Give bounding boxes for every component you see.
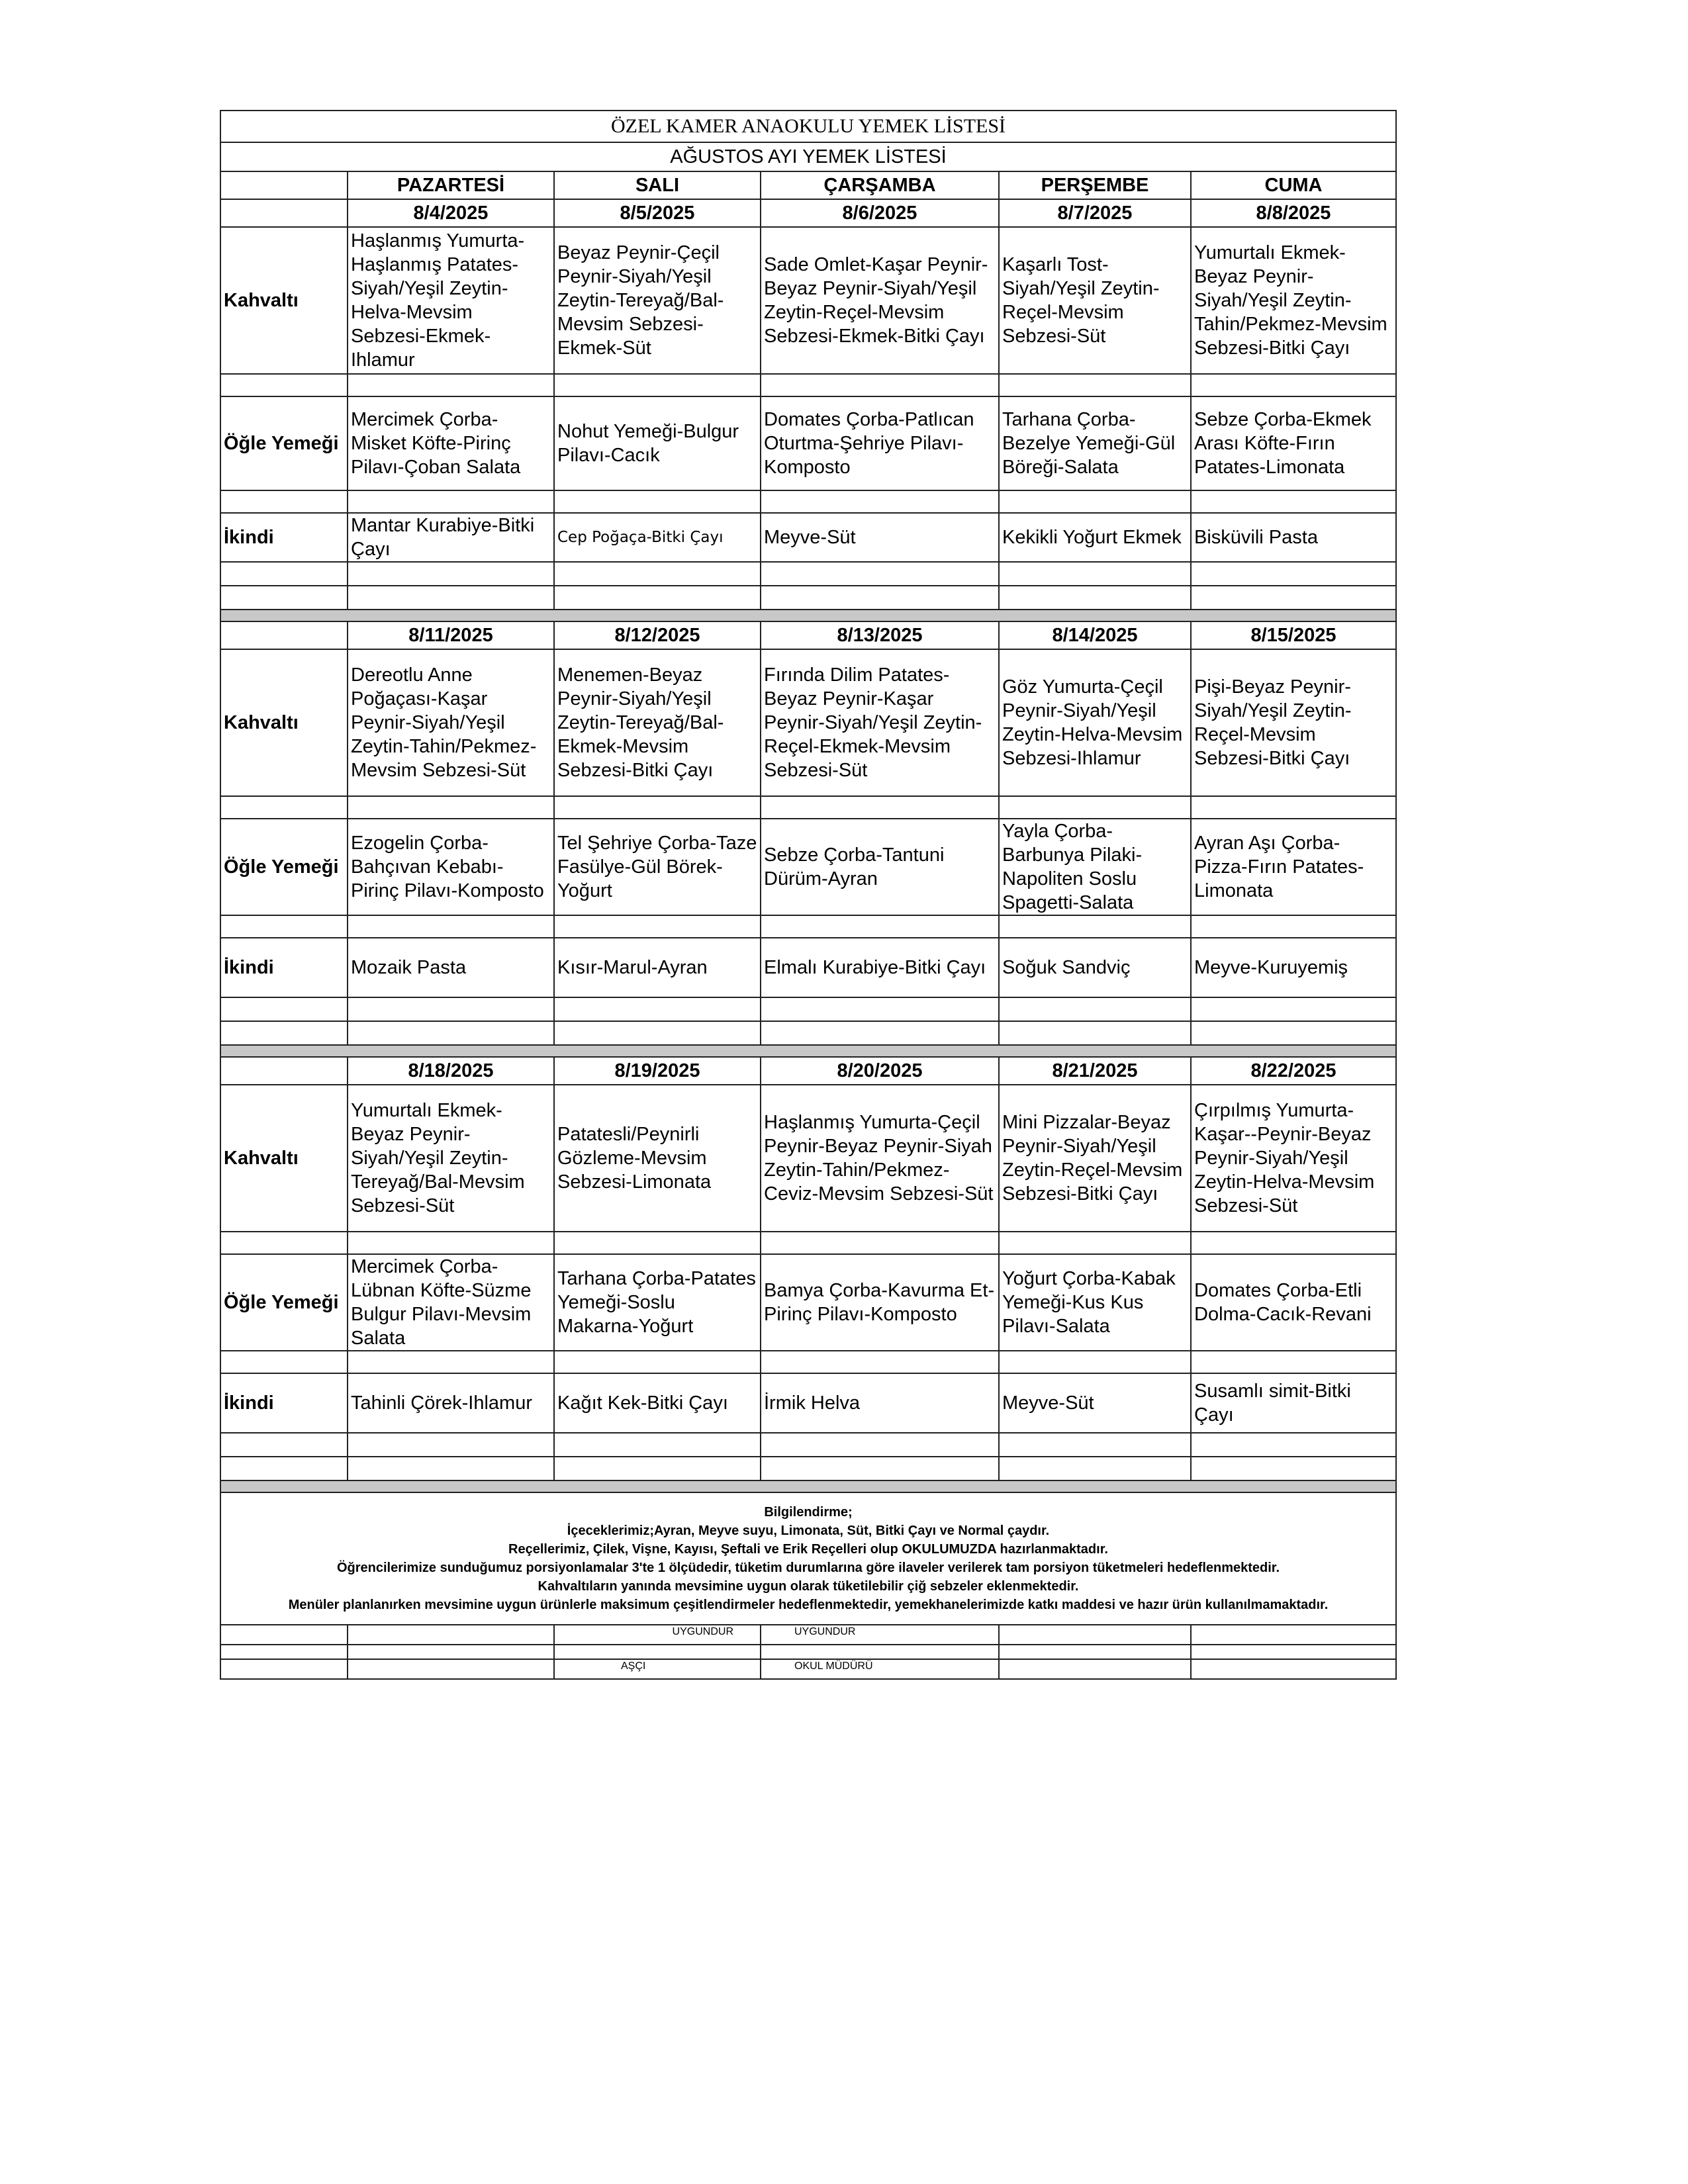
empty-cell — [554, 562, 761, 586]
empty-cell — [1191, 1645, 1396, 1659]
signature-label-row — [220, 1659, 1396, 1679]
empty-cell — [220, 997, 348, 1021]
empty-cell — [999, 374, 1191, 396]
empty-row — [220, 915, 1396, 938]
empty-cell — [348, 374, 554, 396]
empty-cell — [348, 796, 554, 819]
day-header: PAZARTESİ — [348, 171, 554, 199]
approval-principal: UYGUNDUR — [761, 1625, 999, 1645]
snack-row — [220, 938, 1396, 997]
page-title: ÖZEL KAMER ANAOKULU YEMEK LİSTESİ — [220, 111, 1396, 142]
empty-cell — [761, 1645, 999, 1659]
empty-cell — [999, 490, 1191, 513]
date-cell: 8/21/2025 — [999, 1057, 1191, 1085]
meal-label-breakfast: Kahvaltı — [220, 1085, 348, 1232]
empty-cell — [348, 1351, 554, 1373]
empty-cell — [999, 1659, 1191, 1679]
empty-cell — [1191, 1351, 1396, 1373]
date-cell: 8/19/2025 — [554, 1057, 761, 1085]
empty-cell — [1191, 997, 1396, 1021]
meal-label-lunch: Öğle Yemeği — [220, 819, 348, 915]
corner-cell — [220, 171, 348, 199]
empty-cell — [220, 1645, 348, 1659]
snack-cell: Susamlı simit-Bitki Çayı — [1191, 1373, 1396, 1433]
menu-sheet — [220, 110, 1397, 1680]
empty-cell — [554, 586, 761, 610]
empty-cell — [220, 1457, 348, 1480]
empty-cell — [220, 1021, 348, 1045]
empty-cell — [554, 1021, 761, 1045]
note-line: Öğrencilerimize sunduğumuz porsiyonlamalar 3'te 1 ölçüdedir, tüketim durumlarına göre ilaveler verilerek tam porsiyon tüketmeleri hedeflenmektedir. — [336, 1561, 1280, 1575]
empty-cell — [761, 1021, 999, 1045]
meal-label-lunch: Öğle Yemeği — [220, 396, 348, 490]
empty-cell — [348, 490, 554, 513]
snack-cell: Bisküvili Pasta — [1191, 513, 1396, 562]
lunch-cell: Bamya Çorba-Kavurma Et-Pirinç Pilavı-Komposto — [761, 1254, 999, 1351]
empty-cell — [220, 1625, 348, 1645]
lunch-cell: Mercimek Çorba-Lübnan Köfte-Süzme Bulgur Pilavı-Mevsim Salata — [348, 1254, 554, 1351]
empty-cell — [999, 1351, 1191, 1373]
principal-label: OKUL MÜDÜRÜ — [761, 1659, 999, 1679]
empty-cell — [999, 1433, 1191, 1457]
breakfast-cell: Mini Pizzalar-Beyaz Peynir-Siyah/Yeşil Zeytin-Reçel-Mevsim Sebzesi-Bitki Çayı — [999, 1085, 1191, 1232]
snack-cell: Mozaik Pasta — [348, 938, 554, 997]
date-row-label — [220, 199, 348, 227]
empty-cell — [761, 1433, 999, 1457]
separator-cell — [220, 1480, 1396, 1492]
note-line: Reçellerimiz, Çilek, Vişne, Kayısı, Şeftali ve Erik Reçelleri olup OKULUMUZDA hazırlanmaktadır. — [508, 1542, 1108, 1557]
empty-row — [220, 1457, 1396, 1480]
empty-cell — [1191, 915, 1396, 938]
lunch-cell: Ayran Aşı Çorba-Pizza-Fırın Patates-Limonata — [1191, 819, 1396, 915]
empty-cell — [348, 1021, 554, 1045]
empty-cell — [999, 915, 1191, 938]
empty-cell — [220, 562, 348, 586]
empty-row — [220, 562, 1396, 586]
empty-cell — [999, 562, 1191, 586]
empty-row — [220, 1021, 1396, 1045]
date-row-label — [220, 621, 348, 649]
date-cell: 8/7/2025 — [999, 199, 1191, 227]
empty-cell — [999, 796, 1191, 819]
empty-cell — [999, 1645, 1191, 1659]
meal-label-snack: İkindi — [220, 938, 348, 997]
breakfast-cell: Yumurtalı Ekmek-Beyaz Peynir-Siyah/Yeşil Zeytin-Tahin/Pekmez-Mevsim Sebzesi-Bitki Çayı — [1191, 227, 1396, 374]
empty-cell — [761, 586, 999, 610]
empty-row — [220, 796, 1396, 819]
empty-cell — [554, 490, 761, 513]
week-separator — [220, 1045, 1396, 1057]
date-cell: 8/14/2025 — [999, 621, 1191, 649]
separator-cell — [220, 610, 1396, 621]
empty-cell — [1191, 1457, 1396, 1480]
date-cell: 8/4/2025 — [348, 199, 554, 227]
empty-cell — [999, 997, 1191, 1021]
day-header: PERŞEMBE — [999, 171, 1191, 199]
empty-cell — [554, 1351, 761, 1373]
empty-cell — [761, 997, 999, 1021]
date-row — [220, 1057, 1396, 1085]
snack-row — [220, 1373, 1396, 1433]
breakfast-cell: Göz Yumurta-Çeçil Peynir-Siyah/Yeşil Zeytin-Helva-Mevsim Sebzesi-Ihlamur — [999, 649, 1191, 796]
separator-cell — [220, 1045, 1396, 1057]
empty-cell — [348, 562, 554, 586]
week-separator — [220, 1480, 1396, 1492]
empty-cell — [554, 374, 761, 396]
breakfast-row — [220, 1085, 1396, 1232]
snack-cell: Meyve-Süt — [999, 1373, 1191, 1433]
empty-cell — [220, 490, 348, 513]
empty-cell — [220, 374, 348, 396]
breakfast-cell: Patatesli/Peynirli Gözleme-Mevsim Sebzesi-Limonata — [554, 1085, 761, 1232]
breakfast-cell: Haşlanmış Yumurta-Çeçil Peynir-Beyaz Peynir-Siyah Zeytin-Tahin/Pekmez-Ceviz-Mevsim Sebzesi-Süt — [761, 1085, 999, 1232]
empty-cell — [348, 586, 554, 610]
notes-heading: Bilgilendirme; — [764, 1505, 853, 1520]
empty-cell — [1191, 796, 1396, 819]
snack-cell: Cep Poğaça-Bitki Çayı — [554, 513, 761, 562]
empty-row — [220, 1645, 1396, 1659]
breakfast-row — [220, 227, 1396, 374]
notes-block — [220, 1492, 1396, 1625]
breakfast-cell: Dereotlu Anne Poğaçası-Kaşar Peynir-Siyah/Yeşil Zeytin-Tahin/Pekmez-Mevsim Sebzesi-Süt — [348, 649, 554, 796]
empty-cell — [999, 1232, 1191, 1254]
empty-cell — [999, 586, 1191, 610]
empty-cell — [999, 1625, 1191, 1645]
empty-cell — [1191, 562, 1396, 586]
date-row — [220, 199, 1396, 227]
lunch-cell: Nohut Yemeği-Bulgur Pilavı-Cacık — [554, 396, 761, 490]
breakfast-cell: Menemen-Beyaz Peynir-Siyah/Yeşil Zeytin-Tereyağ/Bal-Ekmek-Mevsim Sebzesi-Bitki Çayı — [554, 649, 761, 796]
breakfast-cell: Beyaz Peynir-Çeçil Peynir-Siyah/Yeşil Zeytin-Tereyağ/Bal-Mevsim Sebzesi-Ekmek-Süt — [554, 227, 761, 374]
empty-cell — [1191, 586, 1396, 610]
lunch-cell: Domates Çorba-Etli Dolma-Cacık-Revani — [1191, 1254, 1396, 1351]
note-line: Menüler planlanırken mevsimine uygun ürünlerle maksimum çeşitlendirmeler hedeflenmektedir, yemekhanelerimizde katkı maddesi ve hazır ürün kullanılmamaktadır. — [288, 1598, 1329, 1612]
empty-cell — [348, 1645, 554, 1659]
empty-cell — [761, 1457, 999, 1480]
empty-cell — [348, 1625, 554, 1645]
breakfast-cell: Fırında Dilim Patates-Beyaz Peynir-Kaşar Peynir-Siyah/Yeşil Zeytin-Reçel-Ekmek-Mevsim Sebzesi-Süt — [761, 649, 999, 796]
meal-label-snack: İkindi — [220, 1373, 348, 1433]
note-line: Kahvaltıların yanında mevsimine uygun olarak tüketilebilir çiğ sebzeler eklenmektedir. — [538, 1579, 1079, 1594]
lunch-cell: Domates Çorba-Patlıcan Oturtma-Şehriye Pilavı-Komposto — [761, 396, 999, 490]
empty-cell — [1191, 1625, 1396, 1645]
date-cell: 8/11/2025 — [348, 621, 554, 649]
lunch-cell: Tel Şehriye Çorba-Taze Fasülye-Gül Börek-Yoğurt — [554, 819, 761, 915]
snack-cell: Kekikli Yoğurt Ekmek — [999, 513, 1191, 562]
empty-cell — [554, 1232, 761, 1254]
snack-cell: İrmik Helva — [761, 1373, 999, 1433]
empty-row — [220, 586, 1396, 610]
breakfast-row — [220, 649, 1396, 796]
date-cell: 8/8/2025 — [1191, 199, 1396, 227]
empty-cell — [348, 1457, 554, 1480]
empty-cell — [348, 997, 554, 1021]
empty-row — [220, 1351, 1396, 1373]
empty-cell — [554, 1457, 761, 1480]
empty-cell — [220, 1351, 348, 1373]
empty-cell — [220, 1232, 348, 1254]
snack-cell: Kağıt Kek-Bitki Çayı — [554, 1373, 761, 1433]
breakfast-cell: Sade Omlet-Kaşar Peynir-Beyaz Peynir-Siyah/Yeşil Zeytin-Reçel-Mevsim Sebzesi-Ekmek-Bitki Çayı — [761, 227, 999, 374]
snack-cell: Meyve-Süt — [761, 513, 999, 562]
lunch-cell: Yayla Çorba-Barbunya Pilaki-Napoliten Soslu Spagetti-Salata — [999, 819, 1191, 915]
page-subtitle: AĞUSTOS AYI YEMEK LİSTESİ — [220, 142, 1396, 171]
empty-row — [220, 1433, 1396, 1457]
empty-cell — [220, 796, 348, 819]
meal-label-breakfast: Kahvaltı — [220, 227, 348, 374]
empty-cell — [554, 915, 761, 938]
date-row-label — [220, 1057, 348, 1085]
snack-cell: Elmalı Kurabiye-Bitki Çayı — [761, 938, 999, 997]
meal-label-lunch: Öğle Yemeği — [220, 1254, 348, 1351]
lunch-row — [220, 396, 1396, 490]
day-header: ÇARŞAMBA — [761, 171, 999, 199]
empty-cell — [220, 586, 348, 610]
meal-label-breakfast: Kahvaltı — [220, 649, 348, 796]
notes-row — [220, 1492, 1396, 1625]
cook-label: AŞÇI — [554, 1659, 761, 1679]
empty-row — [220, 997, 1396, 1021]
empty-row — [220, 1232, 1396, 1254]
empty-cell — [761, 374, 999, 396]
empty-cell — [554, 1433, 761, 1457]
snack-cell: Meyve-Kuruyemiş — [1191, 938, 1396, 997]
date-cell: 8/15/2025 — [1191, 621, 1396, 649]
empty-cell — [1191, 1433, 1396, 1457]
breakfast-cell: Yumurtalı Ekmek-Beyaz Peynir-Siyah/Yeşil Zeytin-Tereyağ/Bal-Mevsim Sebzesi-Süt — [348, 1085, 554, 1232]
empty-cell — [348, 1232, 554, 1254]
approval-cook: UYGUNDUR — [554, 1625, 761, 1645]
lunch-cell: Tarhana Çorba-Patates Yemeği-Soslu Makarna-Yoğurt — [554, 1254, 761, 1351]
day-header: CUMA — [1191, 171, 1396, 199]
empty-cell — [220, 915, 348, 938]
lunch-cell: Mercimek Çorba-Misket Köfte-Pirinç Pilavı-Çoban Salata — [348, 396, 554, 490]
menu-table — [220, 110, 1397, 1680]
note-line: İçeceklerimiz;Ayran, Meyve suyu, Limonata, Süt, Bitki Çayı ve Normal çaydır. — [567, 1524, 1050, 1538]
empty-cell — [554, 1645, 761, 1659]
empty-cell — [554, 997, 761, 1021]
empty-cell — [761, 1351, 999, 1373]
lunch-cell: Sebze Çorba-Tantuni Dürüm-Ayran — [761, 819, 999, 915]
meal-label-snack: İkindi — [220, 513, 348, 562]
lunch-cell: Sebze Çorba-Ekmek Arası Köfte-Fırın Patates-Limonata — [1191, 396, 1396, 490]
empty-cell — [348, 1659, 554, 1679]
empty-cell — [761, 490, 999, 513]
empty-cell — [348, 1433, 554, 1457]
empty-cell — [761, 1232, 999, 1254]
date-cell: 8/18/2025 — [348, 1057, 554, 1085]
empty-cell — [348, 915, 554, 938]
empty-cell — [220, 1433, 348, 1457]
empty-cell — [1191, 374, 1396, 396]
date-cell: 8/5/2025 — [554, 199, 761, 227]
empty-cell — [1191, 1021, 1396, 1045]
empty-cell — [220, 1659, 348, 1679]
date-cell: 8/6/2025 — [761, 199, 999, 227]
empty-cell — [761, 796, 999, 819]
empty-row — [220, 490, 1396, 513]
empty-cell — [554, 796, 761, 819]
breakfast-cell: Çırpılmış Yumurta-Kaşar--Peynir-Beyaz Peynir-Siyah/Yeşil Zeytin-Helva-Mevsim Sebzesi-Süt — [1191, 1085, 1396, 1232]
lunch-cell: Yoğurt Çorba-Kabak Yemeği-Kus Kus Pilavı-Salata — [999, 1254, 1191, 1351]
empty-cell — [999, 1457, 1191, 1480]
snack-row — [220, 513, 1396, 562]
date-cell: 8/12/2025 — [554, 621, 761, 649]
lunch-row — [220, 1254, 1396, 1351]
lunch-cell: Ezogelin Çorba-Bahçıvan Kebabı-Pirinç Pilavı-Komposto — [348, 819, 554, 915]
empty-cell — [1191, 490, 1396, 513]
date-cell: 8/22/2025 — [1191, 1057, 1396, 1085]
empty-cell — [761, 915, 999, 938]
snack-cell: Mantar Kurabiye-Bitki Çayı — [348, 513, 554, 562]
empty-row — [220, 374, 1396, 396]
lunch-cell: Tarhana Çorba-Bezelye Yemeği-Gül Böreği-Salata — [999, 396, 1191, 490]
empty-cell — [999, 1021, 1191, 1045]
date-row — [220, 621, 1396, 649]
signature-row — [220, 1625, 1396, 1645]
date-cell: 8/13/2025 — [761, 621, 999, 649]
breakfast-cell: Pişi-Beyaz Peynir-Siyah/Yeşil Zeytin-Reçel-Mevsim Sebzesi-Bitki Çayı — [1191, 649, 1396, 796]
empty-cell — [761, 562, 999, 586]
date-cell: 8/20/2025 — [761, 1057, 999, 1085]
breakfast-cell: Kaşarlı Tost-Siyah/Yeşil Zeytin-Reçel-Mevsim Sebzesi-Süt — [999, 227, 1191, 374]
snack-cell: Soğuk Sandviç — [999, 938, 1191, 997]
breakfast-cell: Haşlanmış Yumurta-Haşlanmış Patates-Siyah/Yeşil Zeytin-Helva-Mevsim Sebzesi-Ekmek-Ihlamur — [348, 227, 554, 374]
snack-cell: Tahinli Çörek-Ihlamur — [348, 1373, 554, 1433]
lunch-row — [220, 819, 1396, 915]
empty-cell — [1191, 1232, 1396, 1254]
day-header: SALI — [554, 171, 761, 199]
empty-cell — [1191, 1659, 1396, 1679]
week-separator — [220, 610, 1396, 621]
snack-cell: Kısır-Marul-Ayran — [554, 938, 761, 997]
